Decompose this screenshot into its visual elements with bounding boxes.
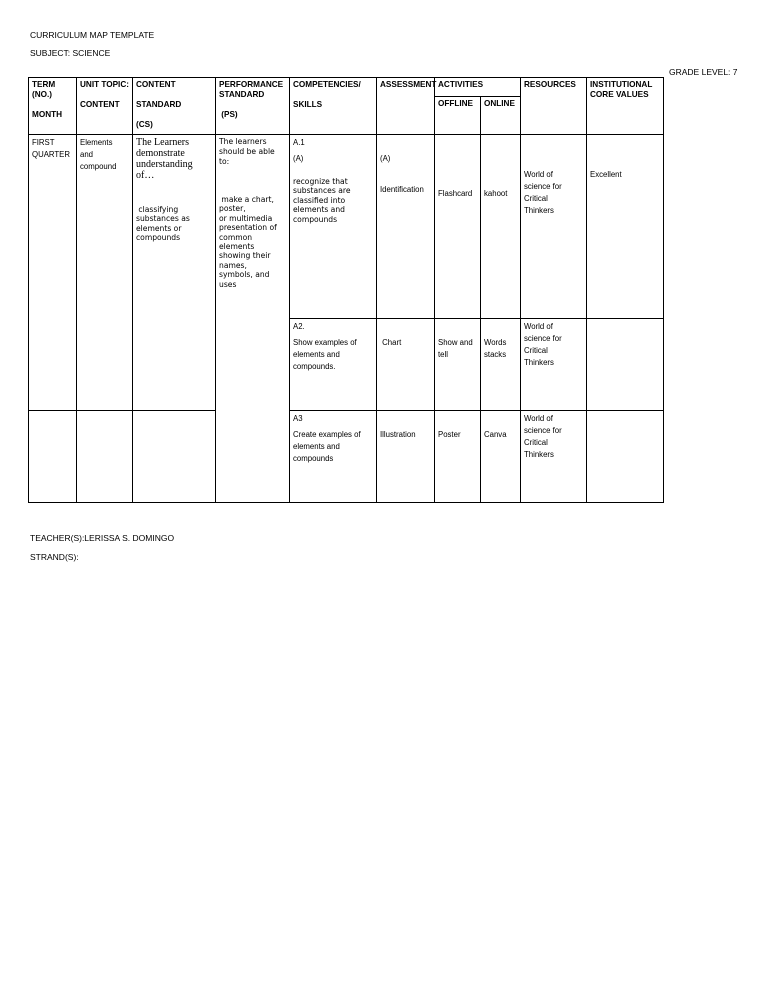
term-cell: FIRST QUARTER	[29, 135, 77, 411]
table-row	[29, 135, 664, 319]
core-values-cell	[587, 319, 664, 411]
resources-cell: World of science for Critical Thinkers	[521, 135, 587, 319]
competency-cell: A3 Create examples of elements and compounds	[290, 411, 377, 503]
unit-topic-cell	[77, 411, 133, 503]
offline-activity-cell: Poster	[435, 411, 481, 503]
core-values-cell: Excellent	[587, 135, 664, 319]
document-title: CURRICULUM MAP TEMPLATE	[30, 30, 155, 40]
assessment-cell: Illustration	[377, 411, 435, 503]
header-performance-standard: PERFORMANCE STANDARD (PS)	[216, 78, 290, 135]
header-assessment: ASSESSMENT	[377, 78, 435, 135]
teacher-label: TEACHER(S):LERISSA S. DOMINGO	[30, 533, 175, 543]
header-activities: ACTIVITIES	[435, 78, 521, 97]
header-offline: OFFLINE	[435, 97, 481, 135]
performance-standard-cell: The learners should be able to: make a chart, poster, or multimedia presentation of common elements showing their names, symbols, and uses	[216, 135, 290, 503]
offline-activity-cell: Show and tell	[435, 319, 481, 411]
content-standard-cell: The Learners demonstrate understanding of… classifying substances as elements or compounds	[133, 135, 216, 411]
online-activity-cell: Canva	[481, 411, 521, 503]
resources-cell: World of science for Critical Thinkers	[521, 319, 587, 411]
content-standard-cell	[133, 411, 216, 503]
strand-label: STRAND(S):	[30, 552, 79, 562]
curriculum-map-table	[28, 77, 664, 503]
term-cell	[29, 411, 77, 503]
assessment-cell: (A) Identification	[377, 135, 435, 319]
offline-activity-cell: Flashcard	[435, 135, 481, 319]
resources-cell: World of science for Critical Thinkers	[521, 411, 587, 503]
header-unit-topic: UNIT TOPIC: CONTENT	[77, 78, 133, 135]
competency-cell: A.1 (A) recognize that substances are classified into elements and compounds	[290, 135, 377, 319]
table-row	[29, 411, 664, 503]
grade-level-label: GRADE LEVEL: 7	[669, 67, 738, 77]
header-resources: RESOURCES	[521, 78, 587, 135]
header-term: TERM (NO.) MONTH	[29, 78, 77, 135]
online-activity-cell: kahoot	[481, 135, 521, 319]
header-online: ONLINE	[481, 97, 521, 135]
header-content-standard: CONTENT STANDARD (CS)	[133, 78, 216, 135]
online-activity-cell: Words stacks	[481, 319, 521, 411]
header-competencies: COMPETENCIES/ SKILLS	[290, 78, 377, 135]
core-values-cell	[587, 411, 664, 503]
header-core-values: INSTITUTIONAL CORE VALUES	[587, 78, 664, 135]
assessment-cell: Chart	[377, 319, 435, 411]
unit-topic-cell: Elements and compound	[77, 135, 133, 411]
competency-cell: A2. Show examples of elements and compounds.	[290, 319, 377, 411]
subject-label: SUBJECT: SCIENCE	[30, 48, 111, 58]
